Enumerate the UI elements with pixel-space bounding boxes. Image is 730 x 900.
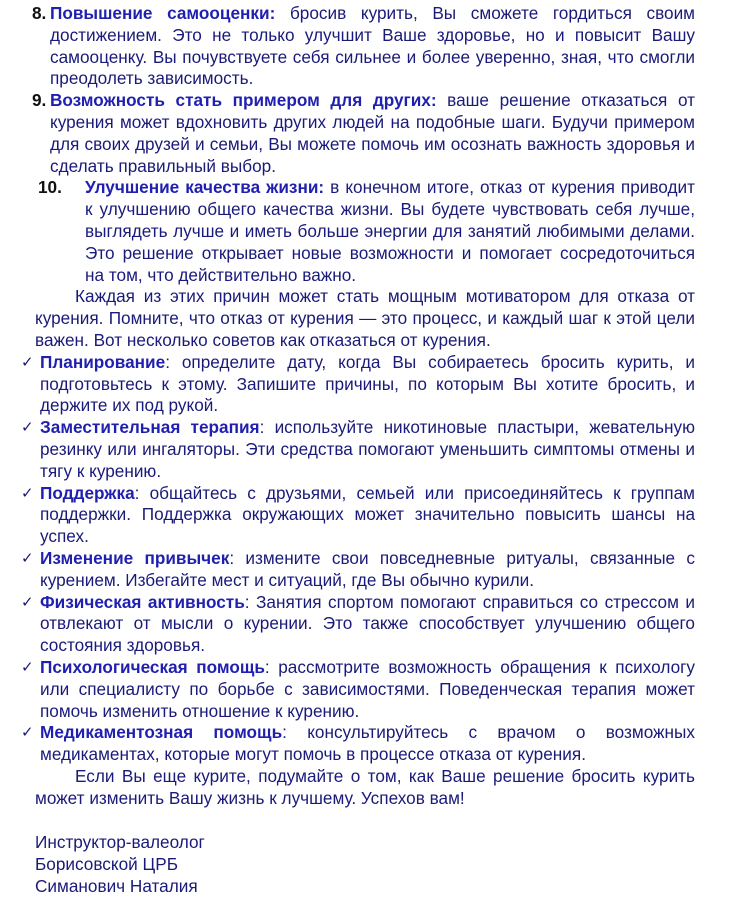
intro-paragraph: Каждая из этих причин может стать мощным мотиватором для отказа от курения. Помните, что отказ от курения — это процесс, и каждый шаг к этой цели важен. Вот несколько советов как отказаться от курения. bbox=[35, 286, 695, 350]
tip-text: : рассмотрите возможность обращения к психологу или специалисту по борьбе с зависимостями. Поведенческая терапия может помочь изменить отношение к курению. bbox=[40, 656, 696, 721]
signature-name: Симанович Наталия bbox=[35, 876, 198, 897]
tip-text: : используйте никотиновые пластыри, жевательную резинку или ингаляторы. Эти средства помогают уменьшить симптомы отмены и тягу к курению. bbox=[40, 417, 695, 481]
item-number: 9. bbox=[32, 90, 47, 111]
item-title: Улучшение качества жизни: bbox=[85, 177, 325, 198]
list-item-8 bbox=[32, 3, 695, 90]
check-mark-icon: ✓ bbox=[21, 548, 34, 567]
tip-text: : общайтесь с друзьями, семьей или присоединяйтесь к группам поддержки. Поддержка окружающих может значительно повысить шансы на успех. bbox=[40, 482, 695, 547]
tip-text: : измените свои повседневные ритуалы, связанные с курением. Избегайте мест и ситуаций, где Вы обычно курили. bbox=[40, 547, 695, 590]
tip-title: Медикаментозная помощь bbox=[40, 722, 283, 743]
list-item-9 bbox=[32, 90, 695, 177]
tip-replacement-therapy bbox=[21, 417, 695, 482]
signature-role: Инструктор-валеолог bbox=[35, 832, 205, 853]
item-text: в конечном итоге, отказ от курения приводит к улучшению общего качества жизни. Вы будете чувствовать себя лучше, выглядеть лучше и иметь больше энергии для занятий любимыми делами. Это решение открывает новые возможности и помогает сосредоточиться на том, что действительно важно. bbox=[85, 177, 695, 285]
outro-paragraph: Если Вы еще курите, подумайте о том, как Ваше решение бросить курить может изменить Вашу жизнь к лучшему. Успехов вам! bbox=[35, 765, 695, 808]
tip-title: Поддержка bbox=[40, 482, 135, 503]
check-mark-icon: ✓ bbox=[21, 592, 34, 611]
signature-organization: Борисовской ЦРБ bbox=[35, 854, 178, 875]
tip-title: Планирование bbox=[40, 351, 166, 372]
list-item-10 bbox=[35, 177, 695, 286]
check-mark-icon: ✓ bbox=[21, 352, 34, 371]
item-number: 10. bbox=[38, 177, 62, 198]
tip-title: Заместительная терапия bbox=[40, 417, 260, 438]
tip-text: : консультируйтесь с врачом о возможных медикаментах, которые могут помочь в процессе отказа от курения. bbox=[40, 722, 695, 765]
tip-title: Психологическая помощь bbox=[40, 656, 265, 677]
document-page bbox=[21, 3, 696, 897]
item-number: 8. bbox=[32, 3, 47, 23]
tip-physical-activity bbox=[21, 591, 695, 657]
item-title: Повышение самооценки: bbox=[50, 3, 276, 23]
item-text: бросив курить, Вы сможете гордиться своим достижением. Это не только улучшит Ваше здоровье, но и повысит Вашу самооценку. Вы почувствуете себя сильнее и более уверенно, зная, что смогли преодолеть зависимость. bbox=[50, 3, 695, 89]
tip-planning bbox=[21, 351, 695, 417]
tip-medication bbox=[21, 722, 695, 766]
tip-habits bbox=[21, 547, 695, 592]
check-mark-icon: ✓ bbox=[21, 723, 34, 742]
tip-text: : определите дату, когда Вы собираетесь бросить курить, и подготовьтесь к этому. Запишите причины, по которым Вы хотите бросить, и держите их под рукой. bbox=[40, 351, 695, 416]
item-text: ваше решение отказаться от курения может вдохновить других людей на подобные шаги. Будучи примером для своих друзей и семьи, Вы можете помочь им осознать важность здоровья и сделать правильный выбор. bbox=[50, 90, 695, 176]
check-mark-icon: ✓ bbox=[21, 657, 34, 676]
check-mark-icon: ✓ bbox=[21, 483, 34, 502]
item-title: Возможность стать примером для других: bbox=[50, 90, 437, 111]
tip-psychological-help bbox=[21, 656, 696, 722]
signature-block bbox=[35, 831, 695, 897]
tip-title: Физическая активность bbox=[40, 591, 245, 612]
tip-title: Изменение привычек bbox=[40, 547, 230, 568]
tip-support bbox=[21, 482, 695, 548]
tip-text: : Занятия спортом помогают справиться со стрессом и отвлекают от мысли о курении. Это также способствует улучшению общего состояния здоровья. bbox=[40, 591, 695, 656]
check-mark-icon: ✓ bbox=[21, 418, 34, 437]
